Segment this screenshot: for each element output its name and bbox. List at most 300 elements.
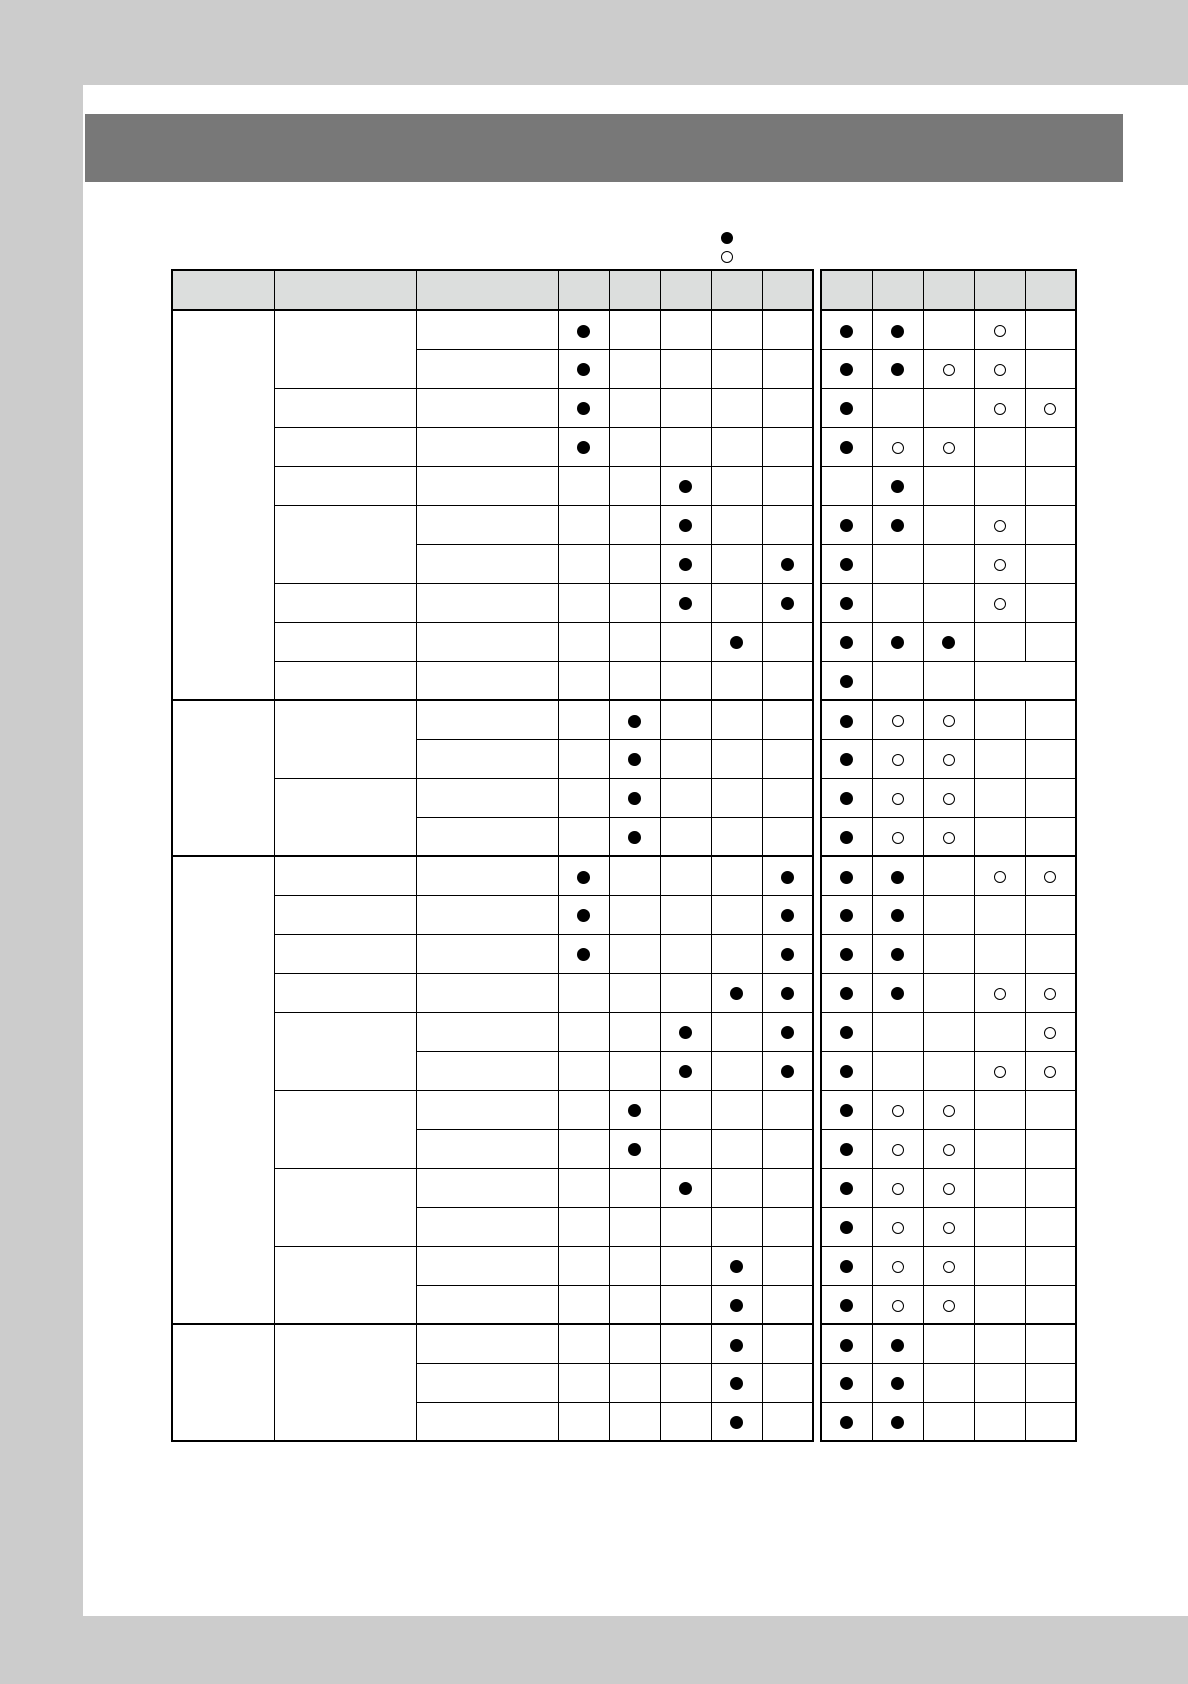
filled-circle-icon: [840, 675, 853, 688]
mark-cell: [558, 817, 609, 856]
hollow-circle-icon: [892, 1105, 904, 1117]
mark-cell: [660, 310, 711, 349]
mark-cell: [821, 310, 872, 349]
subcategory-cell: [274, 1324, 416, 1441]
item-cell: [416, 1246, 558, 1285]
hollow-circle-icon: [892, 1183, 904, 1195]
mark-cell: [821, 505, 872, 544]
header-cell-category: [172, 270, 274, 310]
mark-cell: [558, 856, 609, 895]
mark-cell: [762, 739, 813, 778]
mark-cell: [660, 427, 711, 466]
mark-cell: [872, 778, 923, 817]
hollow-circle-icon: [994, 988, 1006, 1000]
table-row: [821, 622, 1076, 661]
mark-cell: [923, 700, 974, 739]
mark-cell: [872, 1207, 923, 1246]
mark-cell: [974, 1402, 1025, 1441]
table-header-row: [821, 270, 1076, 310]
mark-cell: [660, 1090, 711, 1129]
table-row: [821, 661, 1076, 700]
item-cell: [416, 895, 558, 934]
mark-cell: [923, 1363, 974, 1402]
hollow-circle-icon: [943, 793, 955, 805]
table-row: [821, 427, 1076, 466]
table-row: [821, 1246, 1076, 1285]
mark-cell: [872, 1324, 923, 1363]
mark-cell: [821, 1012, 872, 1051]
mark-cell: [660, 1129, 711, 1168]
mark-cell: [872, 1363, 923, 1402]
mark-cell: [762, 1207, 813, 1246]
mark-cell: [974, 1129, 1025, 1168]
mark-cell: [762, 1324, 813, 1363]
mark-cell: [558, 427, 609, 466]
mark-cell: [660, 622, 711, 661]
hollow-circle-icon: [892, 1222, 904, 1234]
mark-cell: [923, 1129, 974, 1168]
mark-cell: [558, 1402, 609, 1441]
filled-circle-icon: [840, 987, 853, 1000]
filled-circle-icon: [840, 871, 853, 884]
mark-cell: [558, 622, 609, 661]
filled-circle-icon: [577, 441, 590, 454]
mark-cell: [558, 1246, 609, 1285]
mark-cell: [923, 1207, 974, 1246]
subcategory-cell: [274, 505, 416, 583]
filled-circle-icon: [891, 1377, 904, 1390]
table-row: [172, 700, 813, 739]
hollow-circle-icon: [943, 1222, 955, 1234]
filled-circle-icon: [730, 1299, 743, 1312]
mark-cell: [1025, 427, 1076, 466]
hollow-circle-icon: [943, 1300, 955, 1312]
mark-cell: [711, 817, 762, 856]
header-cell-b2: [872, 270, 923, 310]
hollow-circle-icon: [994, 325, 1006, 337]
mark-cell: [660, 1051, 711, 1090]
mark-cell: [711, 856, 762, 895]
subcategory-cell: [274, 856, 416, 895]
table-row: [821, 544, 1076, 583]
table-row: [821, 1402, 1076, 1441]
mark-cell: [660, 895, 711, 934]
item-cell: [416, 700, 558, 739]
mark-cell: [821, 1207, 872, 1246]
filled-circle-icon: [781, 909, 794, 922]
hollow-circle-icon: [892, 1144, 904, 1156]
header-cell-a5: [762, 270, 813, 310]
mark-cell: [558, 934, 609, 973]
subcategory-cell: [274, 973, 416, 1012]
mark-cell: [974, 895, 1025, 934]
filled-circle-icon: [679, 1065, 692, 1078]
mark-cell: [762, 427, 813, 466]
hollow-circle-icon: [943, 364, 955, 376]
header-cell-a2: [609, 270, 660, 310]
filled-circle-icon: [891, 519, 904, 532]
subcategory-cell: [274, 583, 416, 622]
mark-cell: [609, 1168, 660, 1207]
subcategory-cell: [274, 895, 416, 934]
mark-cell: [609, 739, 660, 778]
mark-cell: [762, 1363, 813, 1402]
filled-circle-icon: [730, 1416, 743, 1429]
mark-cell: [711, 349, 762, 388]
mark-cell: [711, 1363, 762, 1402]
mark-cell: [762, 856, 813, 895]
mark-cell: [762, 310, 813, 349]
item-cell: [416, 583, 558, 622]
table-row: [821, 1012, 1076, 1051]
mark-cell: [872, 700, 923, 739]
mark-cell: [609, 427, 660, 466]
mark-cell: [558, 505, 609, 544]
mark-cell: [974, 583, 1025, 622]
mark-cell: [1025, 1207, 1076, 1246]
mark-cell: [821, 1363, 872, 1402]
mark-cell: [762, 1285, 813, 1324]
mark-cell: [711, 973, 762, 1012]
mark-cell: [762, 1402, 813, 1441]
hollow-circle-icon: [892, 754, 904, 766]
mark-cell: [762, 700, 813, 739]
hollow-circle-icon: [943, 442, 955, 454]
table-row: [821, 1090, 1076, 1129]
filled-circle-icon: [679, 1182, 692, 1195]
hollow-circle-icon: [994, 598, 1006, 610]
mark-cell: [558, 1090, 609, 1129]
mark-cell: [923, 544, 974, 583]
mark-cell: [711, 661, 762, 700]
item-cell: [416, 310, 558, 349]
mark-cell: [609, 1090, 660, 1129]
header-cell-b3: [923, 270, 974, 310]
mark-cell: [872, 1246, 923, 1285]
mark-cell: [872, 427, 923, 466]
filled-circle-icon: [840, 792, 853, 805]
filled-circle-icon: [891, 909, 904, 922]
filled-circle-icon: [730, 636, 743, 649]
filled-circle-icon: [840, 753, 853, 766]
filled-circle-icon: [840, 1377, 853, 1390]
mark-cell: [974, 934, 1025, 973]
filled-circle-icon: [730, 1339, 743, 1352]
hollow-circle-icon: [943, 1144, 955, 1156]
mark-cell: [974, 1246, 1025, 1285]
mark-cell: [660, 778, 711, 817]
mark-cell: [974, 856, 1025, 895]
filled-circle-icon: [891, 1416, 904, 1429]
mark-cell: [923, 1324, 974, 1363]
mark-cell: [660, 1285, 711, 1324]
mark-cell: [711, 895, 762, 934]
mark-cell: [711, 1168, 762, 1207]
mark-cell: [660, 1402, 711, 1441]
table-row: [821, 1285, 1076, 1324]
mark-cell: [609, 1129, 660, 1168]
mark-cell: [660, 1363, 711, 1402]
item-cell: [416, 466, 558, 505]
filled-circle-icon: [730, 1260, 743, 1273]
mark-cell: [609, 817, 660, 856]
legend-filled-circle-icon: [721, 232, 733, 244]
mark-cell: [711, 427, 762, 466]
mark-cell: [762, 1012, 813, 1051]
mark-cell: [1025, 310, 1076, 349]
mark-cell: [711, 1285, 762, 1324]
mark-cell: [711, 466, 762, 505]
filled-circle-icon: [577, 948, 590, 961]
item-cell: [416, 1324, 558, 1363]
hollow-circle-icon: [892, 715, 904, 727]
mark-cell: [762, 505, 813, 544]
filled-circle-icon: [840, 909, 853, 922]
mark-cell: [1025, 1012, 1076, 1051]
mark-cell: [711, 388, 762, 427]
mark-cell: [762, 583, 813, 622]
mark-cell: [821, 544, 872, 583]
mark-cell: [923, 583, 974, 622]
mark-cell: [711, 739, 762, 778]
filled-circle-icon: [840, 1416, 853, 1429]
mark-cell: [872, 1129, 923, 1168]
filled-circle-icon: [891, 480, 904, 493]
mark-cell: [558, 1168, 609, 1207]
filled-circle-icon: [840, 363, 853, 376]
mark-cell: [821, 778, 872, 817]
hollow-circle-icon: [943, 1261, 955, 1273]
table-header-row: [172, 270, 813, 310]
mark-cell: [609, 622, 660, 661]
subcategory-cell: [274, 1246, 416, 1324]
mark-cell: [974, 544, 1025, 583]
mark-cell: [872, 856, 923, 895]
mark-cell: [923, 934, 974, 973]
mark-cell: [1025, 505, 1076, 544]
mark-cell: [872, 310, 923, 349]
filled-circle-icon: [840, 558, 853, 571]
filled-circle-icon: [840, 1221, 853, 1234]
subcategory-cell: [274, 622, 416, 661]
mark-cell: [660, 700, 711, 739]
filled-circle-icon: [679, 597, 692, 610]
filled-circle-icon: [628, 753, 641, 766]
mark-cell: [711, 1012, 762, 1051]
subcategory-cell: [274, 310, 416, 388]
filled-circle-icon: [891, 871, 904, 884]
mark-cell: [660, 1246, 711, 1285]
mark-cell: [609, 1012, 660, 1051]
subcategory-cell: [274, 934, 416, 973]
table-row: [821, 1207, 1076, 1246]
mark-cell: [762, 1051, 813, 1090]
filled-circle-icon: [577, 402, 590, 415]
mark-cell: [762, 1090, 813, 1129]
table-row: [821, 934, 1076, 973]
hollow-circle-icon: [994, 364, 1006, 376]
mark-cell: [609, 388, 660, 427]
mark-cell: [609, 505, 660, 544]
mark-cell: [1025, 1324, 1076, 1363]
mark-cell: [821, 700, 872, 739]
filled-circle-icon: [781, 558, 794, 571]
mark-cell: [974, 973, 1025, 1012]
category-cell: [172, 310, 274, 700]
filled-circle-icon: [891, 987, 904, 1000]
item-cell: [416, 739, 558, 778]
mark-cell: [609, 778, 660, 817]
filled-circle-icon: [840, 1143, 853, 1156]
filled-circle-icon: [840, 831, 853, 844]
mark-cell: [660, 1324, 711, 1363]
mark-cell: [558, 1051, 609, 1090]
mark-cell: [974, 739, 1025, 778]
mark-cell: [711, 310, 762, 349]
mark-cell: [872, 973, 923, 1012]
mark-cell: [1025, 1090, 1076, 1129]
item-cell: [416, 388, 558, 427]
mark-cell: [609, 583, 660, 622]
table-row: [172, 856, 813, 895]
header-cell-b4: [974, 270, 1025, 310]
hollow-circle-icon: [892, 1261, 904, 1273]
subcategory-cell: [274, 700, 416, 778]
mark-cell: [711, 700, 762, 739]
mark-cell: [1025, 1363, 1076, 1402]
item-cell: [416, 934, 558, 973]
item-cell: [416, 1051, 558, 1090]
table-row: [821, 700, 1076, 739]
mark-cell: [660, 817, 711, 856]
filled-circle-icon: [840, 1026, 853, 1039]
mark-cell: [1025, 895, 1076, 934]
table-row: [821, 973, 1076, 1012]
mark-cell: [711, 1129, 762, 1168]
mark-cell: [762, 817, 813, 856]
mark-cell: [974, 1168, 1025, 1207]
mark-cell: [974, 1051, 1025, 1090]
hollow-circle-icon: [994, 559, 1006, 571]
mark-cell: [660, 661, 711, 700]
mark-cell: [821, 1402, 872, 1441]
header-cell-b5: [1025, 270, 1076, 310]
mark-cell: [923, 622, 974, 661]
mark-cell: [821, 1051, 872, 1090]
filled-circle-icon: [840, 325, 853, 338]
mark-cell: [558, 895, 609, 934]
mark-cell: [974, 622, 1025, 661]
mark-cell: [923, 1246, 974, 1285]
table-row: [172, 1324, 813, 1363]
filled-circle-icon: [840, 1182, 853, 1195]
table-row: [821, 778, 1076, 817]
item-cell: [416, 1207, 558, 1246]
mark-cell: [821, 1129, 872, 1168]
mark-cell: [711, 544, 762, 583]
mark-cell: [1025, 1246, 1076, 1285]
mark-cell: [558, 739, 609, 778]
table-row: [821, 817, 1076, 856]
mark-cell: [923, 1012, 974, 1051]
item-cell: [416, 973, 558, 1012]
mark-cell: [974, 778, 1025, 817]
mark-cell: [821, 583, 872, 622]
subcategory-cell: [274, 388, 416, 427]
subcategory-cell: [274, 427, 416, 466]
mark-cell: [762, 1168, 813, 1207]
mark-cell: [923, 310, 974, 349]
mark-cell: [923, 466, 974, 505]
mark-cell: [558, 1363, 609, 1402]
item-cell: [416, 661, 558, 700]
mark-cell: [1025, 856, 1076, 895]
filled-circle-icon: [577, 325, 590, 338]
mark-cell: [872, 817, 923, 856]
filled-circle-icon: [840, 1339, 853, 1352]
item-cell: [416, 1402, 558, 1441]
mark-cell: [660, 349, 711, 388]
mark-cell: [609, 856, 660, 895]
filled-circle-icon: [781, 948, 794, 961]
mark-cell: [609, 466, 660, 505]
mark-cell: [762, 1129, 813, 1168]
legend-hollow-circle-icon: [721, 251, 733, 263]
filled-circle-icon: [840, 597, 853, 610]
mark-cell: [821, 973, 872, 1012]
filled-circle-icon: [891, 948, 904, 961]
filled-circle-icon: [840, 715, 853, 728]
mark-cell: [762, 973, 813, 1012]
mark-cell: [711, 1402, 762, 1441]
filled-circle-icon: [577, 871, 590, 884]
mark-cell: [609, 310, 660, 349]
mark-cell: [974, 1012, 1025, 1051]
mark-cell: [1025, 934, 1076, 973]
item-cell: [416, 349, 558, 388]
mark-cell: [923, 1285, 974, 1324]
item-cell: [416, 427, 558, 466]
mark-cell: [1025, 544, 1076, 583]
mark-cell: [711, 505, 762, 544]
mark-cell: [821, 349, 872, 388]
mark-cell: [558, 1207, 609, 1246]
mark-cell: [923, 349, 974, 388]
mark-cell: [660, 505, 711, 544]
filled-circle-icon: [840, 441, 853, 454]
filled-circle-icon: [628, 1104, 641, 1117]
table-row: [821, 1129, 1076, 1168]
filled-circle-icon: [730, 1377, 743, 1390]
item-cell: [416, 1012, 558, 1051]
mark-cell: [762, 661, 813, 700]
mark-cell: [872, 466, 923, 505]
filled-circle-icon: [891, 363, 904, 376]
header-cell-subcategory: [274, 270, 416, 310]
mark-cell: [660, 1012, 711, 1051]
item-cell: [416, 1168, 558, 1207]
mark-cell: [923, 427, 974, 466]
mark-cell: [660, 466, 711, 505]
mark-cell: [974, 1324, 1025, 1363]
mark-cell: [872, 388, 923, 427]
mark-cell: [974, 310, 1025, 349]
item-cell: [416, 778, 558, 817]
table-row: [821, 583, 1076, 622]
table-row: [821, 388, 1076, 427]
mark-cell: [660, 583, 711, 622]
mark-cell: [660, 934, 711, 973]
